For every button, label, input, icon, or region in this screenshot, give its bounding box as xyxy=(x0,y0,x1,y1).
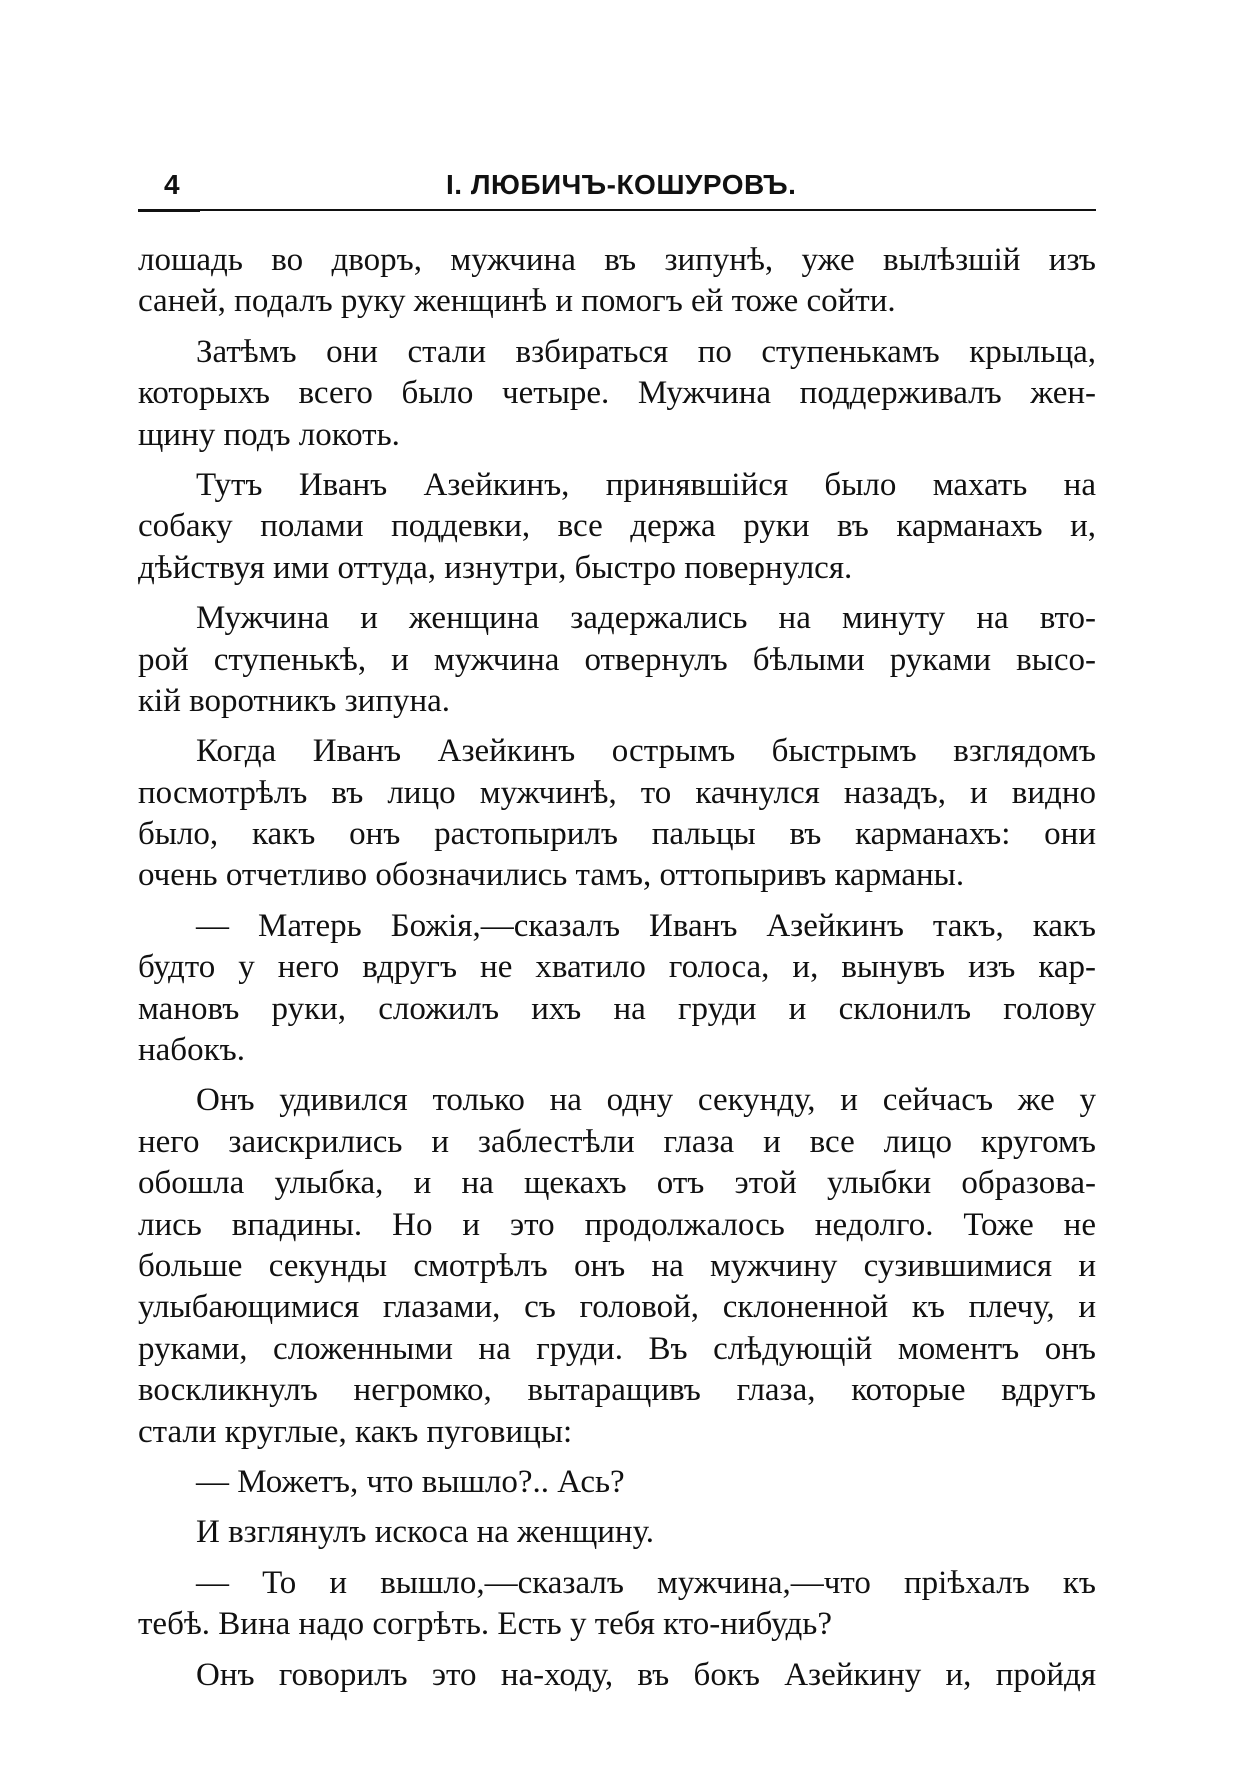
header-rule xyxy=(138,209,1096,211)
text-body xyxy=(138,240,1096,1705)
text-line: мановъ руки, сложилъ ихъ на груди и склонилъ голову xyxy=(138,990,1096,1027)
text-line: набокъ. xyxy=(138,1032,245,1069)
paragraph xyxy=(138,906,1096,1072)
text-line: дѣйствуя ими оттуда, изнутри, быстро повернулся. xyxy=(138,549,853,586)
paragraph xyxy=(138,1563,1096,1646)
text-line: Когда Иванъ Азейкинъ острымъ быстрымъ взглядомъ xyxy=(196,733,1096,770)
page-number: 4 xyxy=(164,169,180,200)
text-line: воскликнулъ негромко, вытаращивъ глаза, которые вдругъ xyxy=(138,1372,1096,1409)
text-line: саней, подалъ руку женщинѣ и помогъ ей тоже сойти. xyxy=(138,283,896,320)
paragraph xyxy=(138,240,1096,323)
paragraph xyxy=(138,1512,1096,1553)
running-title: I. ЛЮБИЧЪ-КОШУРОВЪ. xyxy=(446,169,797,200)
paragraph xyxy=(138,1080,1096,1453)
text-line: посмотрѣлъ въ лицо мужчинѣ, то качнулся назадъ, и видно xyxy=(138,774,1096,811)
text-line: больше секунды смотрѣлъ онъ на мужчину сузившимися и xyxy=(138,1247,1096,1284)
paragraph xyxy=(138,731,1096,897)
text-line: лись впадины. Но и это продолжалось недолго. Тоже не xyxy=(138,1206,1096,1243)
text-line: — Матерь Божія,—сказалъ Иванъ Азейкинъ такъ, какъ xyxy=(196,907,1096,944)
text-line: было, какъ онъ растопырилъ пальцы въ карманахъ: они xyxy=(138,816,1096,853)
text-line: Онъ удивился только на одну секунду, и сейчасъ же у xyxy=(196,1082,1096,1119)
text-line: рой ступенькѣ, и мужчина отвернулъ бѣлыми руками высо- xyxy=(138,641,1096,678)
paragraph xyxy=(138,598,1096,722)
text-line: лошадь во дворъ, мужчина въ зипунѣ, уже вылѣзшій изъ xyxy=(138,242,1096,278)
running-head xyxy=(138,168,1098,208)
paragraph xyxy=(138,1655,1096,1696)
paragraph xyxy=(138,465,1096,589)
text-line: него заискрились и заблестѣли глаза и все лицо кругомъ xyxy=(138,1123,1096,1160)
header-rule-accent xyxy=(138,209,200,212)
text-line: будто у него вдругъ не хватило голоса, и, вынувъ изъ кар- xyxy=(138,949,1096,986)
text-line: кій воротникъ зипуна. xyxy=(138,682,451,719)
text-line: — То и вышло,—сказалъ мужчина,—что пріѣхалъ къ xyxy=(196,1564,1096,1601)
text-line: — Можетъ, что вышло?.. Ась? xyxy=(196,1463,625,1500)
text-line: собаку полами поддевки, все держа руки въ карманахъ и, xyxy=(138,508,1096,545)
text-line: Мужчина и женщина задержались на минуту на вто- xyxy=(196,600,1096,637)
text-line: очень отчетливо обозначились тамъ, оттопыривъ карманы. xyxy=(138,857,965,894)
text-line: обошла улыбка, и на щекахъ отъ этой улыбки образова- xyxy=(138,1165,1096,1202)
text-line: улыбающимися глазами, съ головой, склоненной къ плечу, и xyxy=(138,1289,1096,1326)
text-line: Тутъ Иванъ Азейкинъ, принявшійся было махать на xyxy=(196,466,1096,503)
paragraph xyxy=(138,1462,1096,1503)
text-line: И взглянулъ искоса на женщину. xyxy=(196,1514,655,1551)
text-line: руками, сложенными на груди. Въ слѣдующій моментъ онъ xyxy=(138,1330,1096,1367)
text-line: щину подъ локоть. xyxy=(138,416,400,453)
text-line: стали круглые, какъ пуговицы: xyxy=(138,1413,573,1450)
paragraph xyxy=(138,332,1096,456)
text-line: Онъ говорилъ это на-ходу, въ бокъ Азейкину и, пройдя xyxy=(196,1656,1096,1693)
text-line: которыхъ всего было четыре. Мужчина поддерживалъ жен- xyxy=(138,375,1096,412)
text-line: Затѣмъ они стали взбираться по ступенькамъ крыльца, xyxy=(196,333,1096,370)
text-line: тебѣ. Вина надо согрѣть. Есть у тебя кто-нибудь? xyxy=(138,1606,832,1643)
